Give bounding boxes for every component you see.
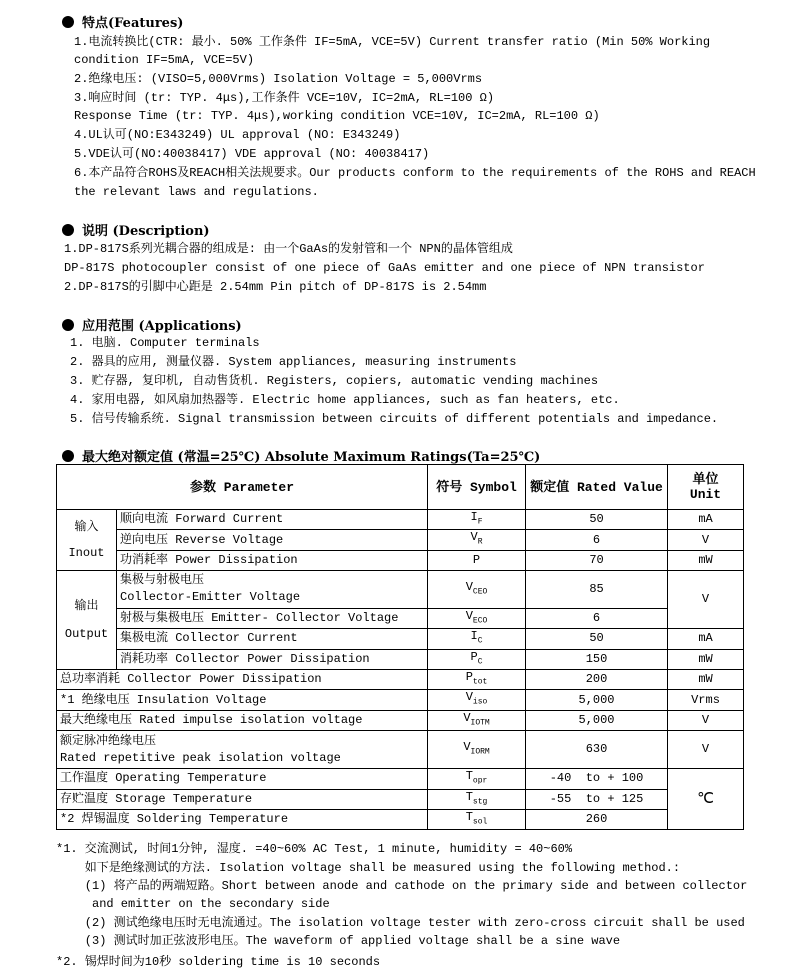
param-name: 工作温度 Operating Temperature [57,769,428,789]
param-symbol: $I_C$ [428,629,526,649]
ratings-table [56,464,744,830]
param-unit: V [668,530,744,550]
input-group-label [57,510,117,571]
param-unit: V [668,570,744,628]
param-value: 260 [526,809,668,829]
param-value: -40 to + 100 [526,769,668,789]
param-unit: Vrms [668,690,744,710]
ratings-heading-text: 最大绝对额定值 (常温=25℃) Absolute Maximum Ratings(Ta=25℃) [82,450,541,465]
param-name: *1 绝缘电压 Insulation Voltage [57,690,428,710]
table-row [57,789,744,809]
param-name: *2 焊锡温度 Soldering Temperature [57,809,428,829]
input-group-en: Inout [68,545,105,560]
param-value: 85 [526,570,668,608]
param-symbol: $T_{stg}$ [428,789,526,809]
param-unit: V [668,710,744,730]
table-row [57,690,744,710]
description-line: 1.DP-817S系列光耦合器的组成是: 由一个GaAs的发射管和一个 NPN的晶体管组成 [64,242,513,256]
table-row [57,608,744,628]
param-value: 5,000 [526,710,668,730]
param-symbol: P [428,550,526,570]
header-parameter: 参数 Parameter [57,465,428,510]
note-line: *1. 交流测试, 时间1分钟, 湿度. =40~60% AC Test, 1 minute, humidity = 40~60% [56,842,573,856]
param-value: 5,000 [526,690,668,710]
param-name: 存贮温度 Storage Temperature [57,789,428,809]
applications-heading-text: 应用范围 (Applications) [82,319,242,334]
table-row [57,629,744,649]
table-row [57,731,744,769]
param-unit: mW [668,669,744,689]
table-row [57,510,744,530]
bullet-icon [62,16,74,28]
output-group-cn: 输出 [74,598,99,613]
description-heading [62,220,210,238]
features-line: 3.响应时间 (tr: TYP. 4μs),工作条件 VCE=10V, IC=2mA, RL=100 Ω) [74,91,495,105]
table-row [57,649,744,669]
param-name: 逆向电压 Reverse Voltage [117,530,428,550]
table-row [57,550,744,570]
param-value: 50 [526,629,668,649]
param-value: 6 [526,530,668,550]
param-unit: mA [668,629,744,649]
header-symbol: 符号 Symbol [428,465,526,510]
features-line: 6.本产品符合ROHS及REACH相关法规要求。Our products conform to the requirements of the ROHS and REACH [74,166,756,180]
param-name: 顺向电流 Forward Current [117,510,428,530]
note-line: (3) 测试时加正弦波形电压。The waveform of applied voltage shall be a sine wave [56,934,621,948]
output-group-en: Output [64,626,109,641]
features-line: 2.绝缘电压: (VISO=5,000Vrms) Isolation Voltage = 5,000Vrms [74,72,483,86]
param-symbol: $V_{ECO}$ [428,608,526,628]
applications-line: 3. 贮存器, 复印机, 自动售货机. Registers, copiers, automatic vending machines [70,374,599,388]
param-symbol: $T_{opr}$ [428,769,526,789]
applications-line: 2. 器具的应用, 测量仪器. System appliances, measuring instruments [70,355,517,369]
note-line: and emitter on the secondary side [56,897,330,911]
param-value: 150 [526,649,668,669]
param-name: 集极电流 Collector Current [117,629,428,649]
applications-heading [62,315,242,333]
header-value: 额定值 Rated Value [526,465,668,510]
note-line: *2. 锡焊时间为10秒 soldering time is 10 seconds [56,955,381,969]
param-value: 6 [526,608,668,628]
applications-line: 4. 家用电器, 如风扇加热器等. Electric home appliances, such as fan heaters, etc. [70,393,620,407]
param-unit: V [668,731,744,769]
description-line: 2.DP-817S的引脚中心距是 2.54mm Pin pitch of DP-817S is 2.54mm [64,280,487,294]
param-name [57,731,428,769]
output-group-label [57,570,117,669]
bullet-icon [62,224,74,236]
param-name: 功消耗率 Power Dissipation [117,550,428,570]
features-line: 4.UL认可(NO:E343249) UL approval (NO: E343249) [74,128,401,142]
description-line: DP-817S photocoupler consist of one piece of GaAs emitter and one piece of NPN transistor [64,261,705,275]
param-symbol: $V_{iso}$ [428,690,526,710]
table-row [57,669,744,689]
param-value: 70 [526,550,668,570]
param-symbol: $P_C$ [428,649,526,669]
description-heading-text: 说明 (Description) [82,224,210,239]
bullet-icon [62,319,74,331]
ratings-heading [62,446,540,464]
param-value: 50 [526,510,668,530]
features-heading [62,12,183,30]
param-symbol: $V_{IORM}$ [428,731,526,769]
features-line: condition IF=5mA, VCE=5V) [74,53,255,67]
param-symbol: $V_{CEO}$ [428,570,526,608]
table-header-row [57,465,744,510]
param-value: -55 to + 125 [526,789,668,809]
param-name: 最大绝缘电压 Rated impulse isolation voltage [57,710,428,730]
param-value: 200 [526,669,668,689]
table-row [57,710,744,730]
note-line: (1) 将产品的两端短路。Short between anode and cathode on the primary side and between collector [56,879,748,893]
param-name: 射极与集极电压 Emitter- Collector Voltage [117,608,428,628]
header-unit-en: Unit [689,487,722,502]
param-name-cn: 额定脉冲绝缘电压 [60,733,157,748]
param-symbol: $T_{sol}$ [428,809,526,829]
input-group-cn: 输入 [74,519,99,534]
param-name-en: Collector-Emitter Voltage [120,590,301,605]
applications-line: 5. 信号传输系统. Signal transmission between circuits of different potentials and impedance. [70,412,719,426]
header-unit [668,465,744,510]
param-unit: mA [668,510,744,530]
param-symbol: $V_{IOTM}$ [428,710,526,730]
param-symbol: $I_F$ [428,510,526,530]
param-unit: mW [668,649,744,669]
param-symbol: $P_{tot}$ [428,669,526,689]
note-line: (2) 测试绝缘电压时无电流通过。The isolation voltage tester with zero-cross circuit shall be used [56,916,745,930]
features-line: the relevant laws and regulations. [74,185,319,199]
features-line: 1.电流转换比(CTR: 最小. 50% 工作条件 IF=5mA, VCE=5V) Current transfer ratio (Min 50% Working [74,35,711,49]
param-symbol: $V_R$ [428,530,526,550]
param-unit: mW [668,550,744,570]
table-row [57,570,744,608]
applications-line: 1. 电脑. Computer terminals [70,336,260,350]
features-line: 5.VDE认可(NO:40038417) VDE approval (NO: 40038417) [74,147,430,161]
param-name [117,570,428,608]
features-line: Response Time (tr: TYP. 4μs),working condition VCE=10V, IC=2mA, RL=100 Ω) [74,109,600,123]
param-name: 总功率消耗 Collector Power Dissipation [57,669,428,689]
param-name: 消耗功率 Collector Power Dissipation [117,649,428,669]
param-unit: ℃ [668,769,744,830]
param-value: 630 [526,731,668,769]
param-name-en: Rated repetitive peak isolation voltage [60,750,341,765]
table-row [57,769,744,789]
bullet-icon [62,450,74,462]
note-line: 如下是绝缘测试的方法. Isolation voltage shall be measured using the following method.: [56,861,681,875]
table-row [57,809,744,829]
features-heading-text: 特点(Features) [82,16,184,31]
table-row [57,530,744,550]
header-unit-cn: 单位 [692,472,719,487]
param-name-cn: 集极与射极电压 [120,573,205,588]
